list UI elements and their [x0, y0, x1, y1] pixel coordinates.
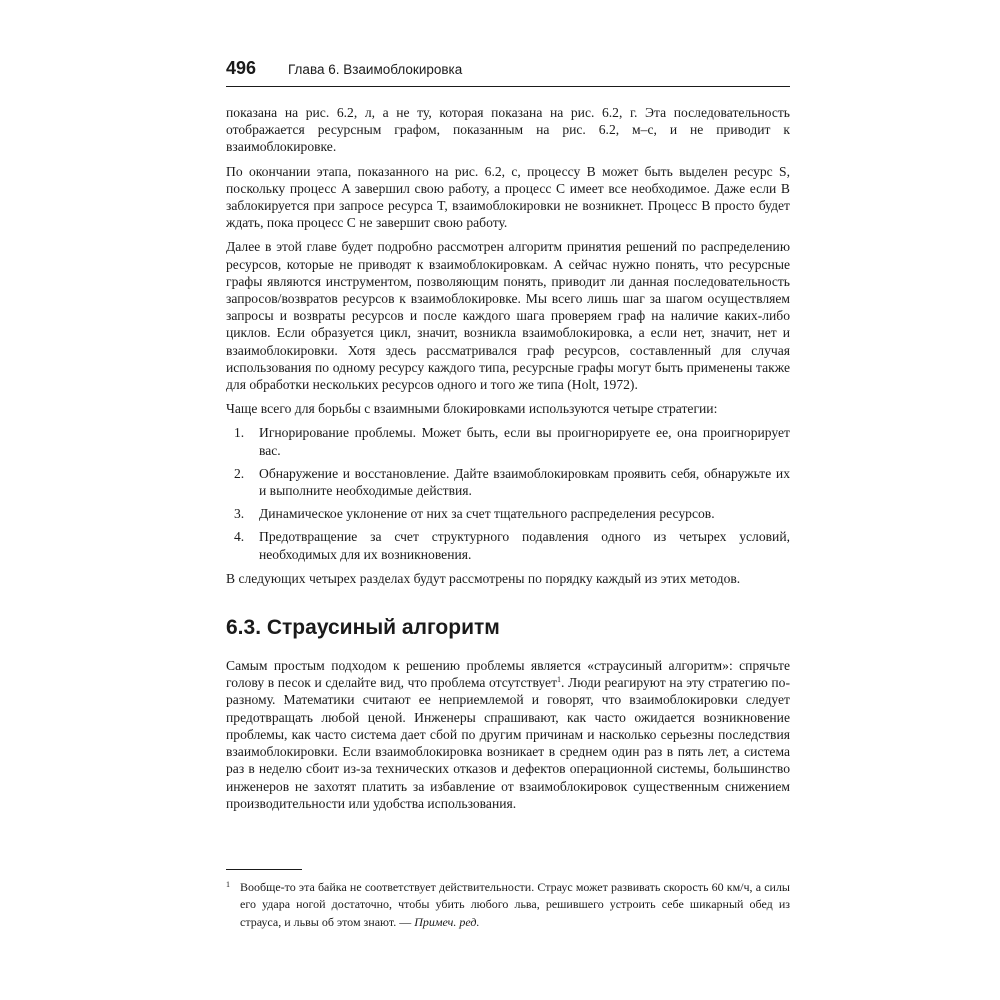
strategies-list	[226, 424, 790, 562]
section-heading: 6.3. Страусиный алгоритм	[226, 616, 500, 640]
paragraph: Далее в этой главе будет подробно рассмотрен алгоритм принятия решений по распределению ресурсов, которые не приводят к взаимоблокировкам. А сейчас нужно понять, что ресурсные графы являются инструментом, позволяющим понять, приводит ли данная последовательность запросов/возвратов ресурсов к взаимоблокировке. Мы всего лишь шаг за шагом осуществляем запросы и возвраты ресурсов и после каждого шага проверяем граф на наличие каких-либо циклов. Если образуется цикл, значит, возникла взаимоблокировка, а если нет, значит, нет и взаимоблокировки. Хотя здесь рассматривался граф ресурсов, составленный для случая использования по одному ресурсу каждого типа, ресурсные графы могут быть применены также для обработки нескольких ресурсов одного и того же типа (Holt, 1972).	[226, 239, 790, 393]
paragraph-text: Самым простым подходом к решению проблемы является «страусиный алгоритм»: спрячьте голову в песок и сделайте вид, что проблема отсутствует	[226, 658, 790, 691]
footnote-mark: 1	[226, 880, 230, 889]
editor-note: Примеч. ред.	[414, 914, 480, 929]
paragraph: показана на рис. 6.2, л, а не ту, которая показана на рис. 6.2, г. Эта последовательность отображается ресурсным графом, показанным на рис. 6.2, м–с, и не приводит к взаимоблокировке.	[226, 105, 790, 155]
list-item	[226, 505, 790, 522]
list-item-text: Обнаружение и восстановление. Дайте взаимоблокировкам проявить себя, обнаружьте их и выполните необходимые действия.	[259, 465, 790, 499]
paragraph: Чаще всего для борьбы с взаимными блокировками используются четыре стратегии:	[226, 401, 718, 417]
list-item-number: 3.	[234, 506, 245, 522]
list-item-number: 1.	[234, 425, 245, 441]
list-item-number: 2.	[234, 465, 245, 481]
footnote-text: Вообще-то эта байка не соответствует действительности. Страус может развивать скорость 60 км/ч, а силы его удара ногой достаточно, чтобы убить любого льва, решившего устроить себе шикарный обед из страуса, и львы об этом знают. —	[240, 880, 790, 929]
section-paragraph	[226, 657, 790, 812]
list-item-number: 4.	[234, 529, 245, 545]
list-item	[226, 424, 790, 458]
paragraph: В следующих четырех разделах будут рассмотрены по порядку каждый из этих методов.	[226, 570, 741, 586]
page-number: 496	[226, 58, 257, 78]
paragraph-text: . Люди реагируют на эту стратегию по-разному. Математики считают ее неприемлемой и говорят, что взаимоблокировки следует предотвращать любой ценой. Инженеры спрашивают, как часто ожидается возникновение проблемы, как часто система дает сбой по другим причинам и насколько серьезны последствия взаимоблокировки. Если взаимоблокировка возникает в среднем один раз в пять лет, а система раз в неделю сбоит из-за технических отказов и дефектов операционной системы, большинство инженеров не захотят платить за избавление от взаимоблокировок существенным снижением производительности или удобства использования.	[226, 675, 790, 811]
list-item	[226, 528, 790, 562]
main-text	[226, 104, 790, 812]
footnote-reference[interactable]: 1	[557, 675, 562, 685]
footnote	[226, 879, 790, 931]
list-item	[226, 465, 790, 499]
chapter-title: Глава 6. Взаимоблокировка	[288, 62, 463, 77]
list-item-text: Игнорирование проблемы. Может быть, если вы проигнорируете ее, она проигнорирует вас.	[259, 425, 790, 458]
footnote-text-block	[226, 879, 790, 931]
footnote-divider	[226, 869, 302, 870]
book-page	[226, 58, 790, 819]
running-header	[226, 58, 790, 87]
list-item-text: Динамическое уклонение от них за счет тщательного распределения ресурсов.	[259, 506, 715, 522]
list-item-text: Предотвращение за счет структурного подавления одного из четырех условий, необходимых для их возникновения.	[259, 529, 790, 562]
paragraph: По окончании этапа, показанного на рис. 6.2, с, процессу B может быть выделен ресурс S, поскольку процесс A завершил свою работу, а процесс C имеет все необходимое. Даже если B заблокируется при запросе ресурса T, взаимоблокировки не возникнет. Процесс B просто будет ждать, пока процесс C не завершит свою работу.	[226, 163, 790, 231]
